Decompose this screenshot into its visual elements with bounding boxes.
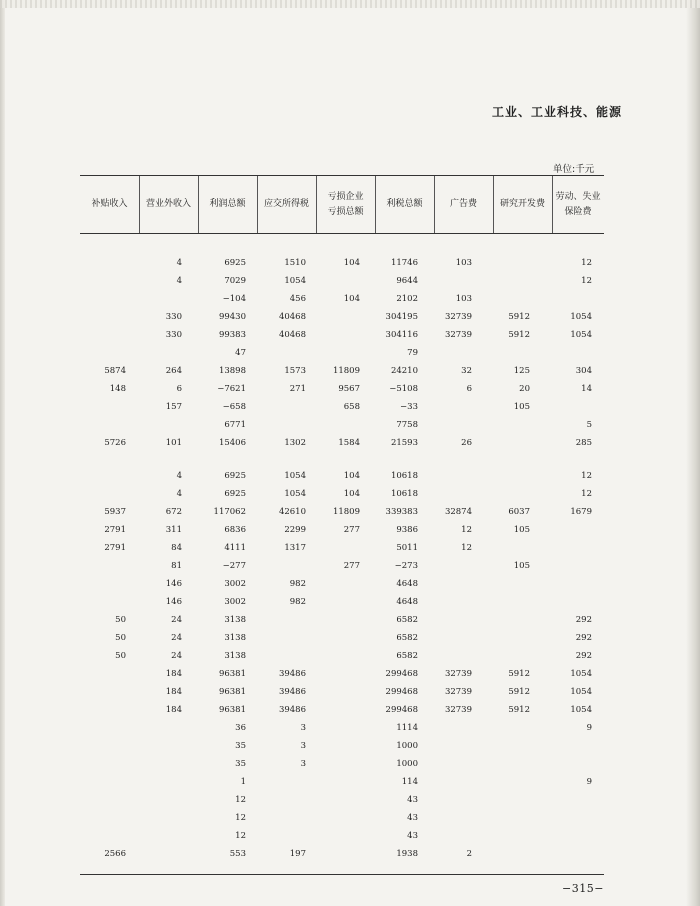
page-number: −315− [562, 882, 604, 895]
table-cell: 197 [289, 849, 306, 859]
table-cell: 9567 [338, 384, 360, 394]
table-cell: 3138 [224, 633, 246, 643]
table-cell: 2791 [104, 543, 126, 553]
table-cell: 50 [115, 633, 126, 643]
table-cell: 6925 [224, 471, 246, 481]
table-row [80, 434, 604, 452]
table-cell: 12 [581, 258, 592, 268]
table-cell: 2791 [104, 525, 126, 535]
table-cell: 35 [235, 759, 246, 769]
table-cell: 330 [165, 330, 182, 340]
table-cell: 114 [401, 777, 418, 787]
table-row [80, 737, 604, 755]
table-cell: 5937 [104, 507, 126, 517]
table-cell: 553 [229, 849, 246, 859]
table-cell: 6 [176, 384, 182, 394]
table-cell: 104 [343, 471, 360, 481]
table-cell: 5874 [104, 366, 126, 376]
table-cell: 12 [581, 471, 592, 481]
table-cell: 1510 [284, 258, 306, 268]
table-cell: 3002 [224, 597, 246, 607]
table-cell: 184 [165, 669, 182, 679]
table-row [80, 719, 604, 737]
table-cell: 1679 [570, 507, 592, 517]
table-cell: 1054 [570, 669, 592, 679]
table-cell: 15406 [218, 438, 246, 448]
table-cell: 311 [165, 525, 182, 535]
table-cell: 6925 [224, 489, 246, 499]
table-cell: 32 [461, 366, 472, 376]
table-cell: 6582 [396, 615, 418, 625]
table-cell: 103 [455, 258, 472, 268]
table-cell: 26 [461, 438, 472, 448]
table-cell: 3002 [224, 579, 246, 589]
table-cell: 36 [235, 723, 246, 733]
column-header: 应交所得税 [263, 199, 309, 209]
table-cell: 9 [586, 777, 592, 787]
table-cell: 32739 [444, 705, 472, 715]
table-cell: 11809 [332, 366, 360, 376]
table-row [80, 290, 604, 308]
table-cell: 1573 [284, 366, 306, 376]
column-header: 补贴收入 [91, 199, 128, 209]
table-cell: 5011 [396, 543, 418, 553]
table-cell: 24210 [390, 366, 418, 376]
table-row [80, 773, 604, 791]
table-cell: 104 [343, 258, 360, 268]
table-cell: 146 [165, 579, 182, 589]
table-cell: 4648 [396, 579, 418, 589]
table-cell: 99430 [218, 312, 246, 322]
scan-edge-left [0, 0, 5, 906]
table-row [80, 308, 604, 326]
table-cell: 50 [115, 651, 126, 661]
table-cell: −33 [400, 402, 418, 412]
table-cell: 9 [586, 723, 592, 733]
table-cell: 672 [165, 507, 182, 517]
table-cell: 1054 [284, 489, 306, 499]
table-cell: 4648 [396, 597, 418, 607]
table-cell: 12 [461, 525, 472, 535]
table-cell: 32739 [444, 330, 472, 340]
table-row [80, 416, 604, 434]
column-header: 劳动、失业 保险费 [555, 191, 601, 217]
table-cell: 11809 [332, 507, 360, 517]
header-column-divider [139, 176, 140, 233]
table-row [80, 665, 604, 683]
table-row [80, 683, 604, 701]
table-cell: 50 [115, 615, 126, 625]
table-cell: 1317 [284, 543, 306, 553]
table-cell: 1114 [396, 723, 418, 733]
table-cell: 277 [343, 561, 360, 571]
table-cell: 184 [165, 687, 182, 697]
table-cell: 9386 [396, 525, 418, 535]
table-cell: 24 [171, 651, 182, 661]
column-header: 利润总额 [209, 199, 246, 209]
unit-label: 单位:千元 [553, 164, 595, 175]
header-column-divider [257, 176, 258, 233]
table-cell: 20 [519, 384, 530, 394]
table-cell: 7029 [224, 276, 246, 286]
column-header: 研究开发费 [499, 199, 545, 209]
table-cell: 35 [235, 741, 246, 751]
section-title: 工业、工业科技、能源 [492, 105, 623, 119]
table-cell: 104 [343, 489, 360, 499]
table-cell: 99383 [218, 330, 246, 340]
table-row [80, 845, 604, 863]
table-row [80, 539, 604, 557]
table-cell: 148 [109, 384, 126, 394]
table-cell: 5912 [508, 330, 530, 340]
table-row [80, 362, 604, 380]
table-cell: 456 [289, 294, 306, 304]
table-cell: 84 [171, 543, 182, 553]
table-cell: 304195 [385, 312, 418, 322]
table-cell: 4 [176, 489, 182, 499]
table-cell: 6925 [224, 258, 246, 268]
table-cell: 982 [289, 579, 306, 589]
table-cell: 2 [466, 849, 472, 859]
table-cell: 4 [176, 471, 182, 481]
table-row [80, 827, 604, 845]
table-cell: 7758 [396, 420, 418, 430]
table-cell: 13898 [218, 366, 246, 376]
table-cell: 1 [240, 777, 246, 787]
table-cell: 271 [289, 384, 306, 394]
table-row [80, 467, 604, 485]
table-cell: 299468 [385, 669, 418, 679]
table-cell: 117062 [213, 507, 246, 517]
table-cell: 1938 [396, 849, 418, 859]
table-cell: 1000 [396, 759, 418, 769]
table-cell: 3 [300, 759, 306, 769]
table-cell: 3 [300, 741, 306, 751]
table-cell: 5912 [508, 669, 530, 679]
scan-edge-top [0, 0, 700, 8]
table-cell: 1054 [570, 705, 592, 715]
table-cell: 6 [466, 384, 472, 394]
table-cell: 12 [235, 813, 246, 823]
table-cell: 304 [575, 366, 592, 376]
table-cell: 2299 [284, 525, 306, 535]
table-cell: 4 [176, 258, 182, 268]
table-cell: −5108 [389, 384, 418, 394]
table-cell: 12 [581, 489, 592, 499]
table-cell: 4111 [224, 543, 246, 553]
table-cell: 982 [289, 597, 306, 607]
table-cell: 6771 [224, 420, 246, 430]
header-column-divider [493, 176, 494, 233]
table-cell: 125 [513, 366, 530, 376]
header-column-divider [316, 176, 317, 233]
table-cell: 292 [575, 615, 592, 625]
table-cell: 12 [581, 276, 592, 286]
table-cell: 5 [586, 420, 592, 430]
table-cell: 105 [513, 525, 530, 535]
table-cell: 24 [171, 615, 182, 625]
table-row [80, 701, 604, 719]
table-cell: 3138 [224, 651, 246, 661]
header-column-divider [552, 176, 553, 233]
table-cell: 1302 [284, 438, 306, 448]
table-cell: −658 [222, 402, 246, 412]
table-row [80, 755, 604, 773]
table-row [80, 326, 604, 344]
table-cell: 43 [407, 813, 418, 823]
table-cell: 81 [171, 561, 182, 571]
table-cell: 10618 [390, 471, 418, 481]
table-cell: 105 [513, 402, 530, 412]
table-cell: 1584 [338, 438, 360, 448]
table-cell: 3 [300, 723, 306, 733]
table-cell: 40468 [278, 312, 306, 322]
table-cell: 11746 [390, 258, 418, 268]
table-cell: −7621 [217, 384, 246, 394]
table-cell: 96381 [218, 687, 246, 697]
table-cell: 304116 [385, 330, 418, 340]
table-cell: 184 [165, 705, 182, 715]
column-header: 营业外收入 [145, 199, 191, 209]
table-cell: 96381 [218, 669, 246, 679]
table-cell: 6037 [508, 507, 530, 517]
table-cell: 264 [165, 366, 182, 376]
table-cell: 2566 [104, 849, 126, 859]
table-row [80, 629, 604, 647]
column-header: 利税总额 [386, 199, 423, 209]
table-cell: 32739 [444, 669, 472, 679]
table-row [80, 557, 604, 575]
table-cell: 9644 [396, 276, 418, 286]
table-cell: 285 [575, 438, 592, 448]
table-cell: −104 [222, 294, 246, 304]
table-row [80, 398, 604, 416]
header-column-divider [198, 176, 199, 233]
table-row [80, 791, 604, 809]
table-cell: 47 [235, 348, 246, 358]
page-bottom-rule [80, 874, 604, 875]
table-cell: 6582 [396, 633, 418, 643]
table-cell: 42610 [278, 507, 306, 517]
table-cell: 658 [343, 402, 360, 412]
table-cell: 21593 [390, 438, 418, 448]
table-cell: 299468 [385, 705, 418, 715]
table-row [80, 647, 604, 665]
table-cell: 299468 [385, 687, 418, 697]
table-row [80, 254, 604, 272]
table-cell: 277 [343, 525, 360, 535]
table-row [80, 611, 604, 629]
table-row [80, 272, 604, 290]
table-cell: 4 [176, 276, 182, 286]
table-cell: 39486 [278, 687, 306, 697]
table-cell: 5726 [104, 438, 126, 448]
table-cell: 292 [575, 633, 592, 643]
table-cell: 24 [171, 633, 182, 643]
table-row [80, 575, 604, 593]
table-row [80, 809, 604, 827]
table-cell: 146 [165, 597, 182, 607]
table-cell: 330 [165, 312, 182, 322]
table-cell: 12 [235, 795, 246, 805]
table-cell: −273 [394, 561, 418, 571]
column-header: 亏损企业 亏损总额 [327, 191, 364, 217]
table-cell: 32874 [444, 507, 472, 517]
table-cell: −277 [222, 561, 246, 571]
table-cell: 39486 [278, 705, 306, 715]
table-cell: 105 [513, 561, 530, 571]
table-cell: 12 [235, 831, 246, 841]
table-cell: 292 [575, 651, 592, 661]
table-cell: 6582 [396, 651, 418, 661]
table-cell: 103 [455, 294, 472, 304]
table-cell: 1054 [570, 312, 592, 322]
table-cell: 40468 [278, 330, 306, 340]
table-cell: 5912 [508, 687, 530, 697]
scan-edge-right [686, 0, 700, 906]
table-cell: 14 [581, 384, 592, 394]
table-cell: 5912 [508, 312, 530, 322]
table-cell: 32739 [444, 687, 472, 697]
table-cell: 1054 [284, 471, 306, 481]
table-cell: 43 [407, 795, 418, 805]
table-cell: 101 [165, 438, 182, 448]
header-column-divider [375, 176, 376, 233]
table-row [80, 485, 604, 503]
table-cell: 2102 [396, 294, 418, 304]
table-cell: 79 [407, 348, 418, 358]
table-cell: 157 [165, 402, 182, 412]
table-cell: 32739 [444, 312, 472, 322]
table-row [80, 593, 604, 611]
table-cell: 96381 [218, 705, 246, 715]
column-header: 广告费 [449, 199, 477, 209]
table-row [80, 503, 604, 521]
table-cell: 6836 [224, 525, 246, 535]
table-cell: 10618 [390, 489, 418, 499]
table-cell: 3138 [224, 615, 246, 625]
table-cell: 43 [407, 831, 418, 841]
table-row [80, 380, 604, 398]
table-row [80, 344, 604, 362]
table-cell: 1000 [396, 741, 418, 751]
table-cell: 12 [461, 543, 472, 553]
table-row [80, 521, 604, 539]
table-cell: 1054 [284, 276, 306, 286]
table-cell: 1054 [570, 330, 592, 340]
table-cell: 104 [343, 294, 360, 304]
table-cell: 1054 [570, 687, 592, 697]
table-cell: 5912 [508, 705, 530, 715]
table-header-rule [80, 233, 604, 234]
table-cell: 39486 [278, 669, 306, 679]
table-cell: 339383 [385, 507, 418, 517]
header-column-divider [434, 176, 435, 233]
